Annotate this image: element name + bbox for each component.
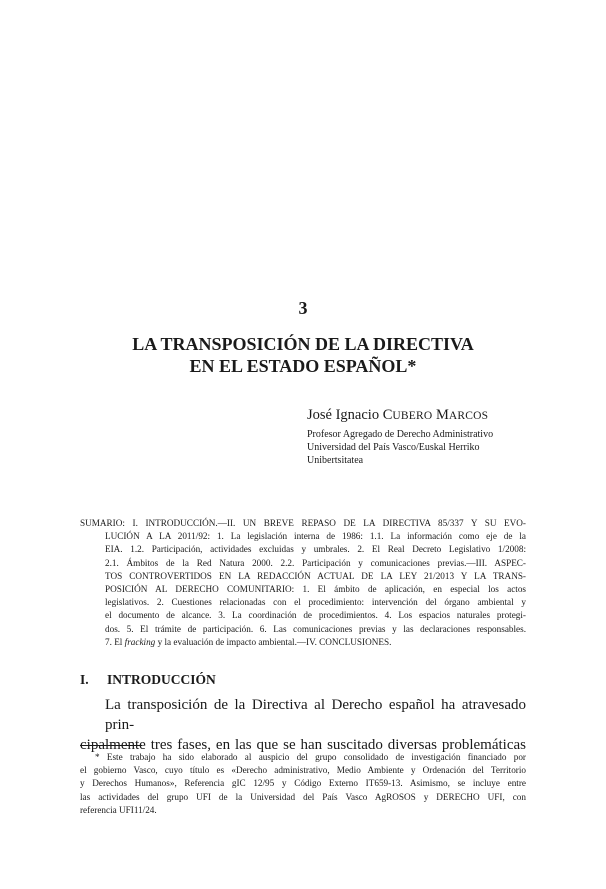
author-name: [307, 407, 488, 424]
summary-line: SUMARIO: I. INTRODUCCIÓN.—II. UN BREVE REPASO DE LA DIRECTIVA 85/337 Y SU EVO-: [80, 518, 526, 528]
summary-line: 7. El fracking y la evaluación de impacto ambiental.—IV. CONCLUSIONES.: [105, 636, 392, 647]
summary-line: LUCIÓN A LA 2011/92: 1. La legislación interna de 1986: 1.1. La información como eje de la: [105, 531, 526, 542]
chapter-title: [60, 333, 546, 377]
body-line: cipalmente tres fases, en las que se han suscitado diversas problemáticas: [80, 737, 526, 753]
footnote-line: referencia UFI11/24.: [80, 804, 157, 815]
summary-line: 2.1. Ámbitos de la Red Natura 2000. 2.2. Participación y comunicaciones previas.—III. ASPEC-: [105, 557, 526, 568]
summary-italic-term: fracking: [124, 636, 156, 647]
chapter-title-line: LA TRANSPOSICIÓN DE LA DIRECTIVA: [132, 334, 474, 354]
section-heading: [80, 672, 216, 688]
summary-line: POSICIÓN AL DERECHO COMUNITARIO: 1. El ámbito de aplicación, en especial los actos: [105, 584, 526, 595]
footnote-line: * Este trabajo ha sido elaborado al auspicio del grupo consolidado de investigación financiado por: [95, 752, 526, 762]
body-paragraph: [80, 695, 526, 755]
author-surname-1: CUBERO: [382, 407, 433, 423]
summary-line: EIA. 1.2. Participación, actividades excluidas y umbrales. 2. El Real Decreto Legislativo 1/2008:: [105, 544, 526, 555]
footnote-line: el gobierno Vasco, cuyo título es «Derecho administrativo, Medio Ambiente y Ordenación del Territorio: [80, 765, 526, 776]
author-surname-2: MARCOS: [435, 407, 489, 423]
footnote-line: las actividades del grupo UFI de la Universidad del País Vasco AgROSOS y DERECHO UFI, con: [80, 791, 526, 802]
chapter-title-line: EN EL ESTADO ESPAÑOL*: [189, 356, 417, 376]
summary-line: legislativos. 2. Cuestiones relacionadas con el procedimiento: intervención del órgano ambiental y: [105, 597, 526, 608]
footnote-separator: [80, 745, 142, 746]
author-affiliation: [307, 428, 493, 467]
summary-line: el documento de alcance. 3. La coordinación de procedimientos. 4. Los espacios naturales protegi-: [105, 610, 526, 621]
summary-line: dos. 5. El trámite de participación. 6. Las comunicaciones previas y las declaraciones responsables.: [105, 623, 526, 634]
body-line: La transposición de la Directiva al Derecho español ha atravesado prin-: [105, 697, 526, 733]
author-given-name: José Ignacio: [307, 407, 380, 423]
affiliation-line: Universidad del País Vasco/Euskal Herriko: [307, 442, 480, 453]
summary-block: [80, 517, 526, 649]
section-number: I.: [80, 672, 89, 687]
section-title: INTRODUCCIÓN: [107, 672, 216, 687]
footnote: [80, 751, 526, 817]
affiliation-line: Unibertsitatea: [307, 455, 364, 466]
footnote-line: y Derechos Humanos», Referencia gIC 12/95 y Código Externo IT659-13. Asimismo, se incluye entre: [80, 778, 526, 789]
chapter-number: 3: [298, 298, 308, 318]
summary-line: TOS CONTROVERTIDOS EN LA REDACCIÓN ACTUAL DE LA LEY 21/2013 Y LA TRANS-: [105, 570, 526, 581]
affiliation-line: Profesor Agregado de Derecho Administrativo: [307, 429, 494, 440]
